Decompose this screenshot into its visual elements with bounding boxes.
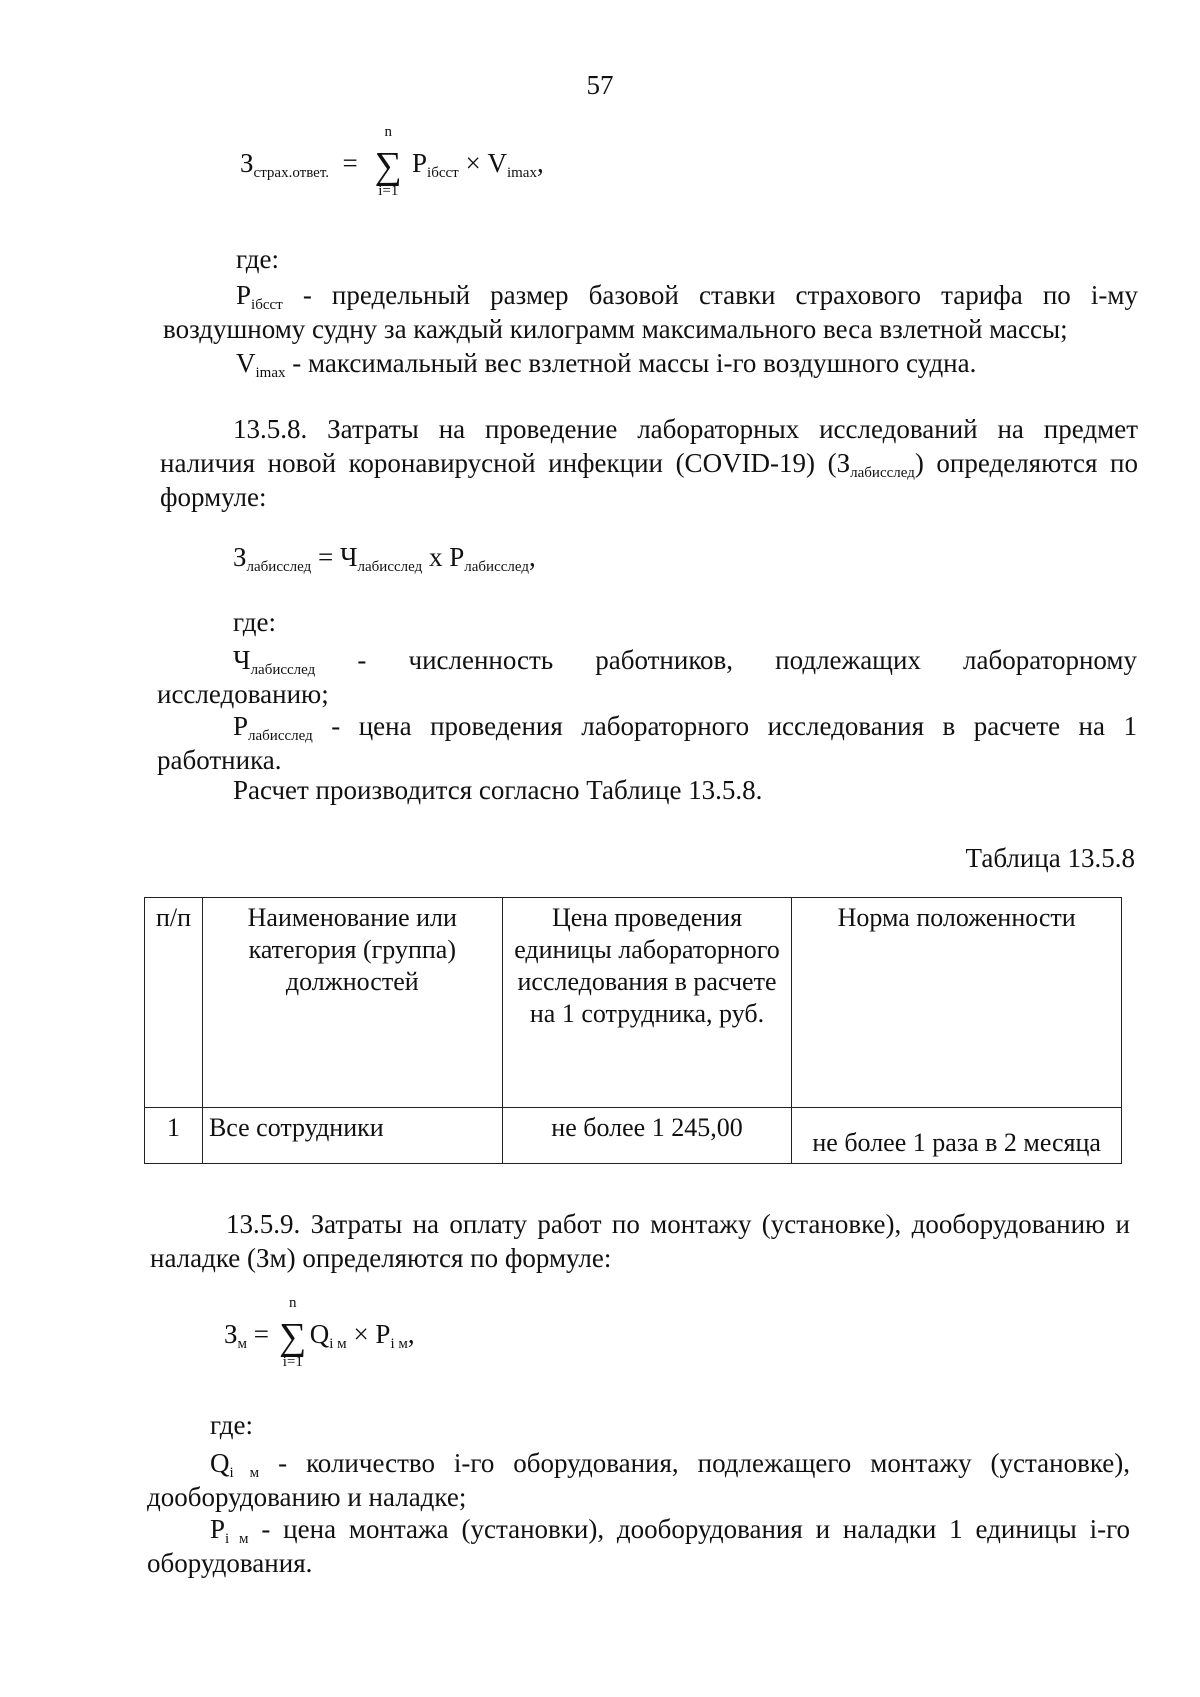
definition-r-labissled: $Р_{лабисслед}$ - цена проведения лабораторного исследования в расчете на 1 работника. <box>157 711 1137 775</box>
header-cell: Наименование или категория (группа) должностей <box>202 898 502 1108</box>
header-cell: Цена проведения единицы лабораторного исследования в расчете на 1 сотрудника, руб. <box>502 898 792 1108</box>
formula-installation: $З_м$ = n ∑ i=1 $Q_{i м} \times P_{i м}$, <box>224 1295 415 1370</box>
table-cell: Все сотрудники <box>202 1108 502 1164</box>
table-cell: не более 1 245,00 <box>502 1108 792 1164</box>
sum-symbol: n ∑ i=1 <box>374 124 402 199</box>
sum-symbol: n ∑ i=1 <box>279 1295 307 1370</box>
calc-note: Расчет производится согласно Таблице 13.5.8. <box>233 775 763 805</box>
section-13-5-9: 13.5.9. Затраты на оплату работ по монтажу (установке), дооборудованию и наладке (Зм) определяются по формуле: <box>150 1209 1130 1273</box>
definition-ch-labissled: $Ч_{лабисслед}$ - численность работников, подлежащих лабораторному исследованию; <box>157 645 1137 709</box>
where-label: где: <box>210 1410 253 1440</box>
formula-lab-research: $З_{лабисслед} = Ч_{лабисслед}$ х $Р_{лабисслед}$, <box>233 542 536 575</box>
lab-research-table <box>144 897 1122 1164</box>
table-caption: Таблица 13.5.8 <box>965 843 1135 873</box>
section-13-5-8: 13.5.8. Затраты на проведение лабораторных исследований на предмет наличия новой коронавирусной инфекции (COVID-19) $(З_{лабисслед})$ определяются по формуле: <box>160 414 1138 512</box>
page-number: 57 <box>586 70 614 100</box>
where-label: где: <box>233 607 276 637</box>
header-cell: п/п <box>145 898 203 1108</box>
header-cell: Норма положенности <box>792 898 1122 1108</box>
table-row <box>145 1108 1122 1164</box>
table-cell: 1 <box>145 1108 203 1164</box>
table-cell: не более 1 раза в 2 месяца <box>792 1108 1122 1164</box>
definition-p-ibsst: $P_{iбсст}$ - предельный размер базовой ставки страхового тарифа по i-му воздушному судну за каждый килограмм максимального веса взлетной массы; <box>163 280 1138 344</box>
definition-q-im: $Q_{i м}$ - количество i-го оборудования, подлежащего монтажу (установке), дооборудованию и наладке; <box>147 1448 1130 1512</box>
table-header-row <box>145 898 1122 1108</box>
definition-v-imax: $V_{imax}$ - максимальный вес взлетной массы i-го воздушного судна. <box>236 348 977 381</box>
formula-insurance: $З_{страх.ответ.}$ = n ∑ i=1 $P_{iбсст} \times V_{imax}$, <box>240 124 544 199</box>
definition-p-im: $P_{i м}$ - цена монтажа (установки), дооборудования и наладки 1 единицы i-го оборудования. <box>147 1514 1130 1578</box>
where-label: где: <box>236 244 279 274</box>
